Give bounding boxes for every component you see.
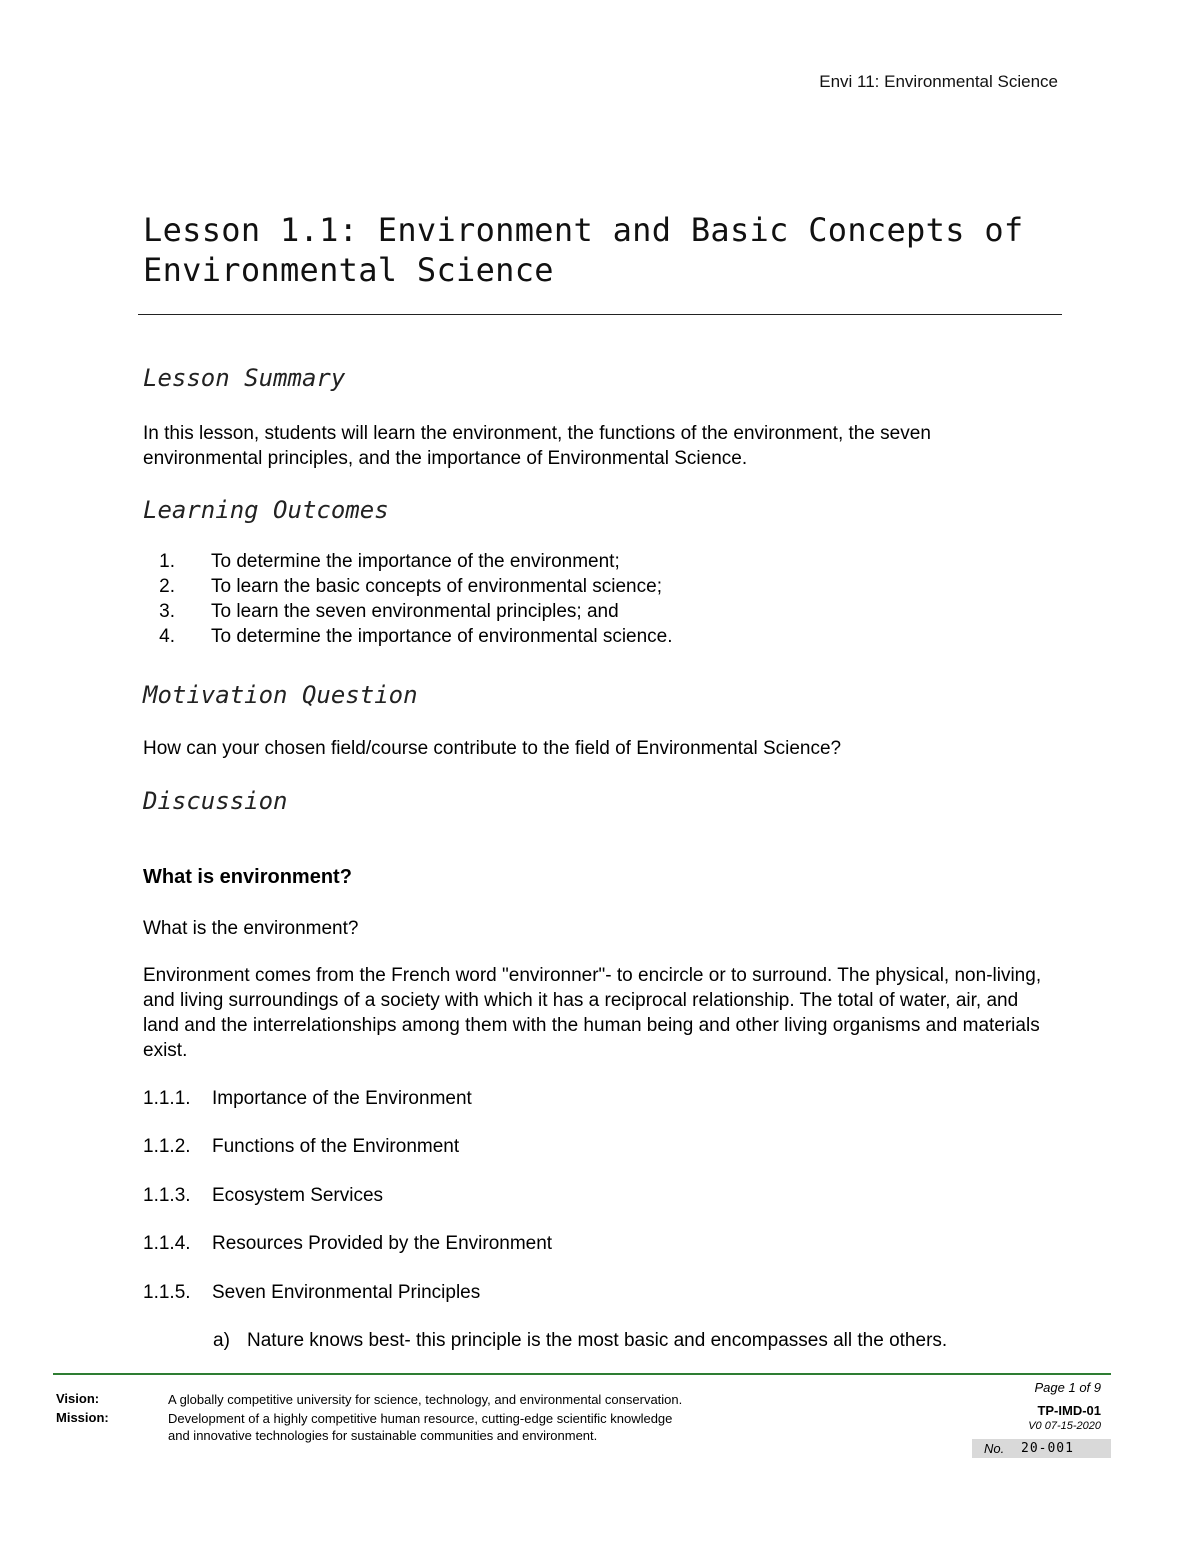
mission-label: Mission: <box>56 1410 109 1425</box>
vision-text: A globally competitive university for science, technology, and environmental conservation. <box>168 1392 683 1407</box>
document-number-value: 20-001 <box>1021 1441 1074 1456</box>
section-number: 1.1.5. <box>143 1282 191 1303</box>
section-label: Functions of the Environment <box>212 1136 460 1157</box>
list-item-number: 2. <box>159 576 175 597</box>
motivation-question-heading: Motivation Question <box>143 681 418 709</box>
section-principles <box>143 1280 480 1305</box>
mission-text-line-2: and innovative technologies for sustainable communities and environment. <box>168 1428 598 1443</box>
list-item-number: 4. <box>159 626 175 647</box>
list-item <box>143 599 673 624</box>
document-version: V0 07-15-2020 <box>1028 1420 1101 1432</box>
section-number: 1.1.1. <box>143 1088 191 1109</box>
discussion-heading: Discussion <box>143 787 288 815</box>
list-item-text: To determine the importance of the environment; <box>211 551 620 572</box>
list-item <box>143 549 673 574</box>
section-importance <box>143 1086 472 1111</box>
lesson-title: Lesson 1.1: Environment and Basic Concepts of Environmental Science <box>143 211 1024 289</box>
principle-letter: a) <box>213 1330 230 1351</box>
principle-a <box>213 1328 947 1353</box>
list-item-text: To learn the basic concepts of environmental science; <box>211 576 662 597</box>
learning-outcomes-list <box>143 549 673 649</box>
motivation-question-text: How can your chosen field/course contribute to the field of Environmental Science? <box>143 738 842 759</box>
section-label: Importance of the Environment <box>212 1088 472 1109</box>
environment-definition: Environment comes from the French word "environner"- to encircle or to surround. The physical, non-living, and living surroundings of a society with which it has a reciprocal relationship. The total of water, air, and land and the interrelationships among them with the human being and other living organisms and materials exist. <box>143 965 1042 1061</box>
document-code: TP-IMD-01 <box>1037 1403 1101 1418</box>
principle-text: Nature knows best- this principle is the most basic and encompasses all the others. <box>247 1330 948 1351</box>
running-header: Envi 11: Environmental Science <box>819 72 1058 91</box>
section-functions <box>143 1134 459 1159</box>
list-item-text: To learn the seven environmental principles; and <box>211 601 619 622</box>
section-label: Resources Provided by the Environment <box>212 1233 553 1254</box>
mission-text-line-1: Development of a highly competitive human resource, cutting-edge scientific knowledge <box>168 1411 673 1426</box>
section-number: 1.1.3. <box>143 1185 191 1206</box>
list-item-number: 3. <box>159 601 175 622</box>
section-number: 1.1.2. <box>143 1136 191 1157</box>
list-item <box>143 624 673 649</box>
learning-outcomes-heading: Learning Outcomes <box>143 496 389 524</box>
page-number: Page 1 of 9 <box>1034 1380 1101 1395</box>
lesson-summary-text: In this lesson, students will learn the environment, the functions of the environment, the seven environmental principles, and the importance of Environmental Science. <box>143 423 931 469</box>
section-label: Seven Environmental Principles <box>212 1282 481 1303</box>
list-item <box>143 574 673 599</box>
environment-question: What is the environment? <box>143 918 359 939</box>
section-ecosystem-services <box>143 1183 383 1208</box>
footer-divider <box>53 1373 1111 1375</box>
what-is-environment-heading: What is environment? <box>143 866 352 888</box>
title-divider <box>138 314 1062 315</box>
lesson-summary-heading: Lesson Summary <box>143 364 346 392</box>
document-number-label: No. <box>984 1441 1005 1456</box>
section-label: Ecosystem Services <box>212 1185 384 1206</box>
document-number-box <box>972 1439 1111 1458</box>
section-number: 1.1.4. <box>143 1233 191 1254</box>
list-item-text: To determine the importance of environmental science. <box>211 626 673 647</box>
section-resources <box>143 1231 552 1256</box>
list-item-number: 1. <box>159 551 175 572</box>
vision-label: Vision: <box>56 1391 100 1406</box>
